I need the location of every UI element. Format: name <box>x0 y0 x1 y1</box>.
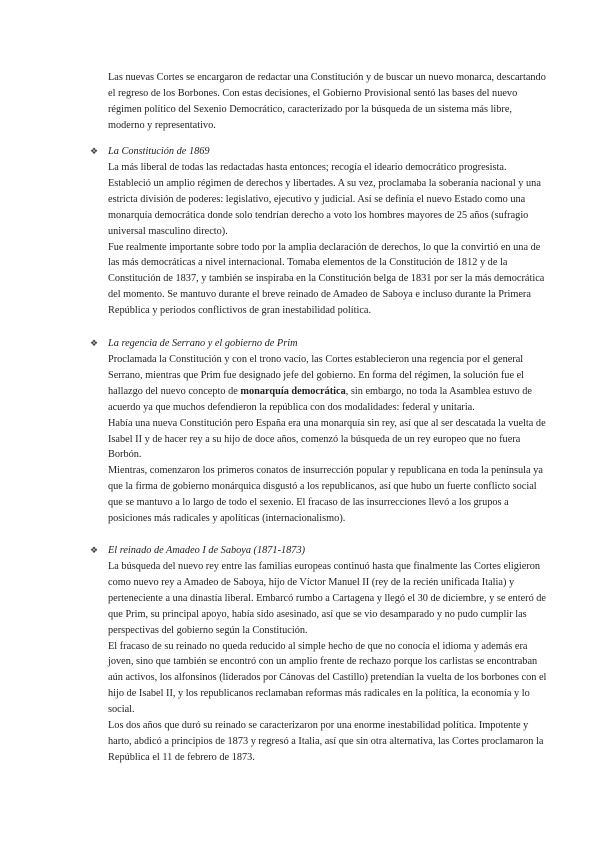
section-reinado-amadeo <box>90 543 550 766</box>
paragraph: La búsqueda del nuevo rey entre las familias europeas continuó hasta que finalmente las Cortes eligieron como nuevo rey a Amadeo de Saboya, hijo de Víctor Manuel II (rey de la recién unificada Italia) y perteneciente a una dinastía liberal. Embarcó rumbo a Cartagena y llegó el 30 de diciembre, y se enteró de que Prim, su principal apoyo, había sido asesinado, así que se vio desamparado y no pudo cumplir las perspectivas del gobierno según la Constitución. <box>108 561 547 636</box>
section-heading <box>90 336 550 352</box>
paragraph: La más liberal de todas las redactadas hasta entonces; recogía el ideario democrático progresista. Estableció un amplio régimen de derechos y libertades. A su vez, proclamaba la soberanía nacional y una estricta división de poderes: legislativo, ejecutivo y judicial. Así se definía el nuevo Estado como una monarquía democrática donde solo tendrían derecho a voto los hombres mayores de 25 años (sufragio universal masculino directo). <box>108 162 541 237</box>
diamond-bullet-icon: ❖ <box>90 147 99 157</box>
section-title: La regencia de Serrano y el gobierno de Prim <box>108 338 298 349</box>
diamond-bullet-icon: ❖ <box>90 339 99 349</box>
section-regencia-serrano-prim <box>90 336 550 527</box>
paragraph: Proclamada la Constitución y con el trono vacío, las Cortes establecieron una regencia por el general Serrano, mientras que Prim fue designado jefe del gobierno. En forma del régimen, la solución fue el hallazgo del nuevo concepto de monarquía democrática, sin embargo, no toda la Asamblea estuvo de acuerdo ya que muchos defendieron la república con dos modalidades: federal y unitaria. <box>108 354 532 413</box>
bold-term: monarquía democrática <box>240 385 346 397</box>
paragraph: El fracaso de su reinado no queda reducido al simple hecho de que no conocía el idioma y además era joven, sino que también se encontró con un amplio frente de rechazo porque los carlistas se encontraban aún activos, los alfonsinos (liderados por Cánovas del Castillo) pretendían la vuelta de los borbones con el hijo de Isabel II, y los republicanos reclamaban reformas más radicales en la política, la economía y lo social. <box>108 640 547 716</box>
section-constitucion-1869 <box>90 144 550 319</box>
section-body <box>108 559 548 766</box>
section-title: La Constitución de 1869 <box>108 146 210 157</box>
paragraph: Había una nueva Constitución pero España era una monarquía sin rey, así que al ser descatada la vuelta de Isabel II y de hacer rey a su hijo de doce años, comenzó la búsqueda de un rey europeo que no fuera Borbón. <box>108 417 546 461</box>
section-body <box>108 352 548 527</box>
section-body <box>108 160 548 319</box>
intro-paragraph: Las nuevas Cortes se encargaron de redactar una Constitución y de buscar un nuevo monarca, descartando el regreso de los Borbones. Con estas decisiones, el Gobierno Provisional sentó las bases del nuevo régimen político del Sexenio Democrático, caracterizado por la búsqueda de un sistema más libre, moderno y representativo. <box>108 72 546 131</box>
section-heading <box>90 543 550 559</box>
paragraph: Los dos años que duró su reinado se caracterizaron por una enorme inestabilidad política. Impotente y harto, abdicó a principios de 1873 y regresó a Italia, así que sin otra alternativa, las Cortes proclamaron la República el 11 de febrero de 1873. <box>108 720 544 763</box>
section-heading <box>90 144 550 160</box>
section-title: El reinado de Amadeo I de Saboya (1871-1873) <box>108 545 306 556</box>
paragraph: Fue realmente importante sobre todo por la amplia declaración de derechos, lo que la convirtió en una de las más democráticas a nivel internacional. Tomaba elementos de la Constitución de 1812 y de la Constitución de 1837, y también se inspiraba en la Constitución belga de 1831 por ser la más democrática del momento. Se mantuvo durante el breve reinado de Amadeo de Saboya e incluso durante la Primera República y periodos conflictivos de gran inestabilidad política. <box>108 241 545 317</box>
paragraph: Mientras, comenzaron los primeros conatos de insurrección popular y republicana en toda la península ya que la firma de gobierno monárquica disgustó a los republicanos, así que hubo un fuerte conflicto social que se mantuvo a lo largo de todo el sexenio. El fracaso de las insurrecciones llevó a los grupos a posiciones más radicales y apolíticas (internacionalismo). <box>108 465 543 525</box>
diamond-bullet-icon: ❖ <box>90 546 99 556</box>
